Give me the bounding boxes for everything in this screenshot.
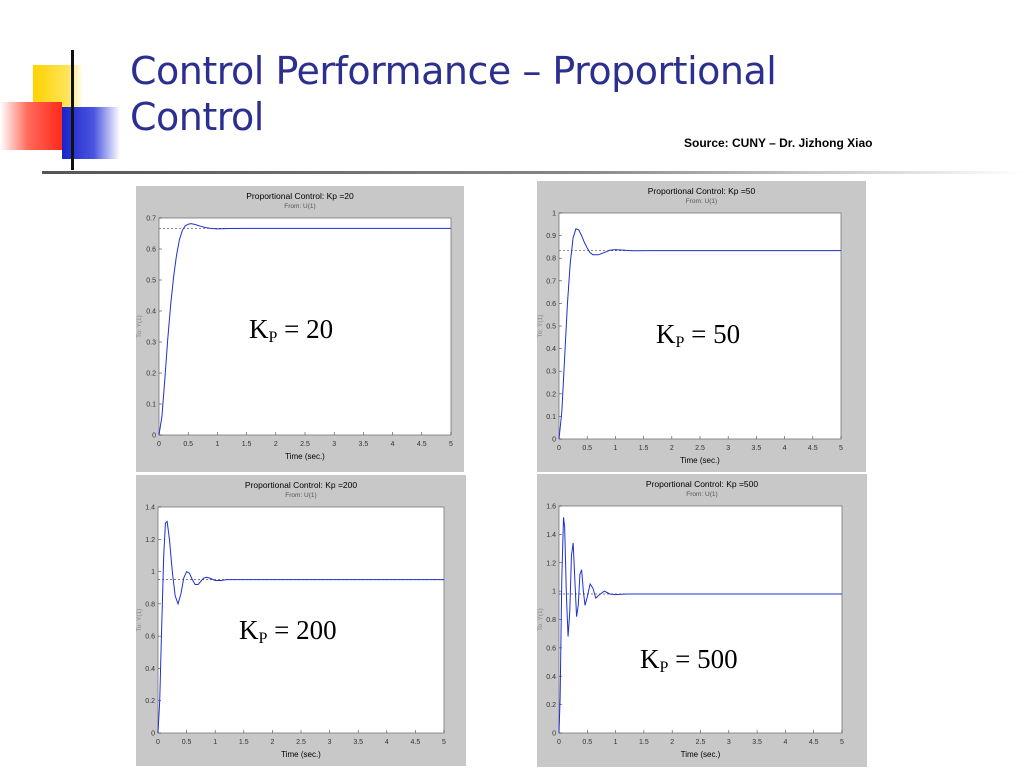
x-tick-label: 0 [557, 739, 561, 746]
y-tick-label: 0.6 [546, 300, 556, 308]
x-tick-label: 1 [213, 739, 218, 746]
x-tick-label: 2.5 [695, 739, 706, 746]
y-tick-label: 1 [552, 210, 556, 218]
x-tick-label: 1 [215, 441, 220, 448]
y-tick-label: 0.2 [145, 698, 155, 706]
y-tick-label: 1.4 [546, 531, 556, 539]
x-axis-label: Time (sec.) [680, 456, 720, 465]
x-tick-label: 4 [782, 445, 787, 452]
x-tick-label: 4 [783, 739, 788, 746]
gain-label-subscript: P [659, 659, 669, 676]
chart-panel-kp20 [136, 186, 464, 472]
slide-title [130, 48, 890, 140]
y-tick-label: 1 [151, 569, 155, 577]
decorative-corner-graphic [0, 40, 130, 180]
chart-title: Proportional Control: Kp =500 [645, 479, 759, 489]
vertical-divider-line [71, 50, 74, 170]
x-axis-label: Time (sec.) [680, 750, 721, 759]
y-tick-label: 1 [552, 588, 556, 596]
x-tick-label: 4.5 [807, 445, 818, 452]
x-tick-label: 0 [156, 739, 160, 746]
x-axis-label: Time (sec.) [281, 750, 321, 759]
chart-title: Proportional Control: Kp =200 [244, 480, 358, 490]
chart-subtitle: From: U(1) [685, 198, 718, 205]
y-tick-label: 0 [151, 730, 155, 738]
source-citation: Source: CUNY – Dr. Jizhong Xiao [684, 136, 873, 150]
x-tick-label: 2.5 [296, 739, 306, 746]
y-tick-label: 0.8 [546, 617, 556, 624]
gain-label-value: = 200 [267, 615, 337, 645]
y-tick-label: 1.6 [546, 503, 556, 511]
x-tick-label: 2 [273, 441, 278, 448]
x-tick-label: 3.5 [752, 739, 762, 746]
x-tick-label: 3.5 [358, 441, 369, 448]
y-tick-label: 0 [552, 436, 556, 444]
y-tick-label: 0 [552, 730, 556, 738]
x-tick-label: 4.5 [808, 739, 819, 746]
y-tick-label: 0.6 [546, 645, 556, 653]
chart-kp500-svg [537, 474, 867, 767]
x-tick-label: 4.5 [416, 441, 427, 448]
x-tick-label: 2 [270, 739, 275, 746]
gain-label-value: = 50 [684, 319, 741, 349]
x-tick-label: 1.5 [241, 441, 252, 448]
y-tick-label: 0.9 [546, 233, 556, 241]
x-tick-label: 0 [157, 441, 161, 448]
y-tick-label: 1.2 [145, 536, 155, 544]
chart-panel-kp500 [537, 474, 867, 767]
y-tick-label: 0.1 [146, 401, 156, 409]
x-tick-label: 2.5 [695, 445, 705, 452]
x-axis-label: Time (sec.) [285, 452, 325, 461]
gain-label-value: = 500 [668, 644, 738, 674]
y-tick-label: 0.4 [546, 673, 556, 681]
plot-area [559, 506, 842, 733]
y-tick-label: 0.2 [146, 370, 156, 378]
red-gradient-shape [0, 102, 62, 150]
gain-label-k: K [239, 615, 259, 645]
y-tick-label: 0.8 [546, 255, 556, 263]
x-tick-label: 3.5 [751, 445, 762, 452]
y-tick-label: 0.3 [546, 368, 556, 376]
gain-label-k: K [656, 319, 676, 349]
y-tick-label: 0.5 [546, 323, 556, 331]
gain-label-kp20 [249, 314, 333, 347]
gain-label-subscript: P [258, 630, 268, 647]
x-tick-label: 2 [669, 445, 674, 452]
x-tick-label: 4.5 [410, 739, 421, 746]
x-tick-label: 1 [613, 445, 618, 452]
gain-label-subscript: P [268, 329, 278, 346]
y-tick-label: 0.2 [546, 702, 556, 710]
y-tick-label: 0.4 [546, 346, 556, 354]
y-tick-label: 0.3 [146, 339, 156, 347]
y-tick-label: 1.4 [145, 504, 155, 512]
x-tick-label: 5 [442, 739, 446, 746]
title-underline-rule [42, 171, 1024, 174]
chart-subtitle: From: U(1) [284, 203, 316, 210]
x-tick-label: 0.5 [181, 739, 192, 746]
chart-title: Proportional Control: Kp =50 [647, 186, 756, 196]
y-tick-label: 0.4 [145, 665, 155, 673]
x-tick-label: 1 [613, 739, 618, 746]
chart-title: Proportional Control: Kp =20 [246, 191, 354, 201]
y-tick-label: 0.7 [546, 278, 556, 286]
x-tick-label: 3 [726, 739, 731, 746]
gain-label-k: K [249, 314, 269, 344]
x-tick-label: 5 [840, 739, 844, 746]
x-tick-label: 3 [332, 441, 337, 448]
x-tick-label: 3 [327, 739, 332, 746]
y-axis-label: To: Y(1) [136, 608, 143, 632]
chart-panel-kp200 [136, 475, 466, 766]
y-tick-label: 0.8 [145, 601, 155, 609]
gain-label-kp50 [656, 319, 740, 352]
y-tick-label: 0.7 [146, 215, 156, 223]
y-tick-label: 0.4 [146, 308, 156, 316]
x-tick-label: 0.5 [582, 445, 593, 452]
y-tick-label: 0.2 [546, 391, 556, 399]
gain-label-value: = 20 [277, 314, 334, 344]
y-axis-label: To: Y(1) [537, 314, 544, 338]
x-tick-label: 1.5 [639, 739, 649, 746]
slide-title-line-2: Control [130, 95, 264, 139]
x-tick-label: 4 [390, 441, 395, 448]
y-axis-label: To: Y(1) [537, 608, 544, 631]
gain-label-kp500 [640, 644, 738, 677]
x-tick-label: 2.5 [300, 441, 310, 448]
chart-subtitle: From: U(1) [285, 492, 317, 499]
slide-title-line-1: Control Performance – Proportional [130, 49, 777, 93]
y-axis-label: To: Y(1) [136, 315, 143, 338]
y-tick-label: 0.5 [146, 277, 156, 285]
y-tick-label: 0.6 [145, 633, 155, 641]
x-tick-label: 0.5 [582, 739, 593, 746]
x-tick-label: 5 [449, 441, 453, 448]
gain-label-kp200 [239, 615, 337, 648]
x-tick-label: 0 [557, 445, 561, 452]
x-tick-label: 3.5 [353, 739, 364, 746]
x-tick-label: 0.5 [183, 441, 194, 448]
chart-panel-kp50 [537, 181, 866, 472]
x-tick-label: 1.5 [638, 445, 649, 452]
gain-label-k: K [640, 644, 660, 674]
x-tick-label: 4 [384, 739, 389, 746]
x-tick-label: 1.5 [238, 739, 249, 746]
y-tick-label: 1.2 [546, 560, 556, 568]
gain-label-subscript: P [675, 334, 685, 351]
y-tick-label: 0 [152, 432, 156, 440]
x-tick-label: 3 [726, 445, 731, 452]
chart-subtitle: From: U(1) [686, 491, 718, 498]
y-tick-label: 0.1 [546, 413, 556, 421]
x-tick-label: 2 [670, 739, 675, 746]
x-tick-label: 5 [839, 445, 843, 452]
y-tick-label: 0.6 [146, 246, 156, 254]
